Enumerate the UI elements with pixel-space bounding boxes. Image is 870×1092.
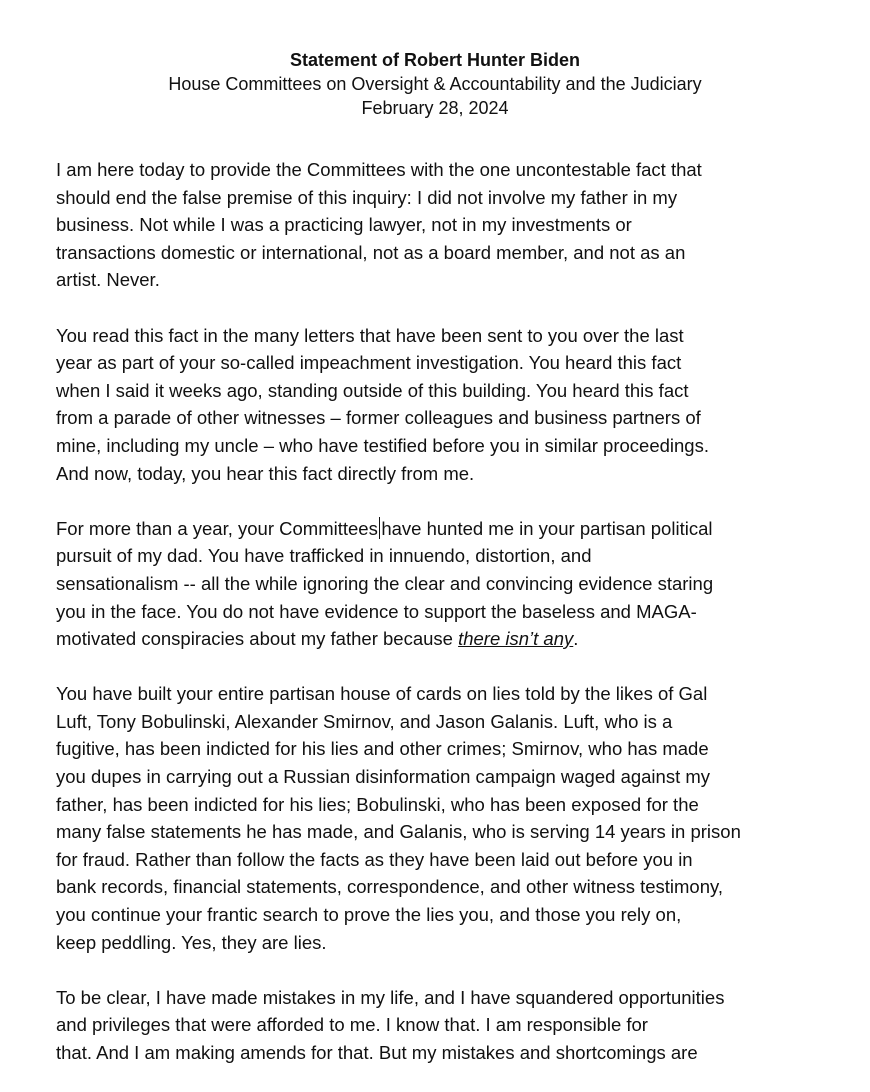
text-line: You read this fact in the many letters that have been sent to you over the last (56, 324, 684, 346)
paragraph-3 (56, 515, 846, 653)
text-line: mine, including my uncle – who have testified before you in similar proceedings. (56, 434, 709, 456)
text-after-cursor: have hunted me in your partisan political (381, 517, 713, 539)
text-before-cursor: For more than a year, your Committees (56, 517, 378, 539)
text-line: you in the face. You do not have evidence to support the baseless and MAGA- (56, 600, 697, 622)
text-line: from a parade of other witnesses – former colleagues and business partners of (56, 407, 701, 429)
text-line (56, 515, 846, 543)
text-line: sensationalism -- all the while ignoring the clear and convincing evidence staring (56, 572, 714, 594)
text-line: Luft, Tony Bobulinski, Alexander Smirnov, and Jason Galanis. Luft, who is a (56, 710, 673, 732)
text-segment: motivated conspiracies about my father because (56, 628, 459, 650)
text-line: I am here today to provide the Committees with the one uncontestable fact that (56, 159, 702, 180)
text-line: for fraud. Rather than follow the facts as they have been laid out before you in (56, 848, 693, 870)
text-line: And now, today, you hear this fact directly from me. (56, 462, 475, 484)
text-line: when I said it weeks ago, standing outside of this building. You heard this fact (56, 379, 689, 401)
statement-body[interactable] (56, 156, 846, 1092)
text-line: To be clear, I have made mistakes in my life, and I have squandered opportunities (56, 986, 725, 1008)
text-line: business. Not while I was a practicing lawyer, not in my investments or (56, 214, 632, 236)
text-line: and privileges that were afforded to me. I know that. I am responsible for (56, 1014, 648, 1036)
text-line: fugitive, has been indicted for his lies and other crimes; Smirnov, who has made (56, 738, 709, 760)
text-line: you continue your frantic search to prove the lies you, and those you rely on, (56, 904, 682, 926)
text-segment: . (573, 628, 579, 650)
statement-date: February 28, 2024 (361, 98, 509, 118)
paragraph-5 (56, 984, 846, 1067)
paragraph-4 (56, 680, 846, 956)
text-line: year as part of your so-called impeachment investigation. You heard this fact (56, 352, 682, 374)
document-header (0, 48, 870, 120)
paragraph-1 (56, 156, 846, 294)
text-line: many false statements he has made, and Galanis, who is serving 14 years in prison (56, 821, 741, 843)
paragraph-2 (56, 322, 846, 488)
text-line (56, 625, 846, 653)
document-title: Statement of Robert Hunter Biden (289, 50, 580, 70)
text-line: should end the false premise of this inquiry: I did not involve my father in my (56, 186, 678, 208)
committee-name: House Committees on Oversight & Accountability and the Judiciary (168, 74, 702, 94)
text-line: pursuit of my dad. You have trafficked in innuendo, distortion, and (56, 545, 592, 567)
text-line: transactions domestic or international, not as a board member, and not as an (56, 241, 686, 263)
text-line: You have built your entire partisan house of cards on lies told by the likes of Gal (56, 683, 708, 705)
text-line: bank records, financial statements, correspondence, and other witness testimony, (56, 876, 724, 898)
text-line: keep peddling. Yes, they are lies. (56, 931, 327, 953)
text-line: you dupes in carrying out a Russian disinformation campaign waged against my (56, 766, 711, 788)
text-line: artist. Never. (56, 269, 160, 291)
text-line: that. And I am making amends for that. But my mistakes and shortcomings are (56, 1042, 698, 1063)
emphasized-text: there isn’t any (458, 628, 574, 650)
text-line: father, has been indicted for his lies; Bobulinski, who has been exposed for the (56, 793, 699, 815)
